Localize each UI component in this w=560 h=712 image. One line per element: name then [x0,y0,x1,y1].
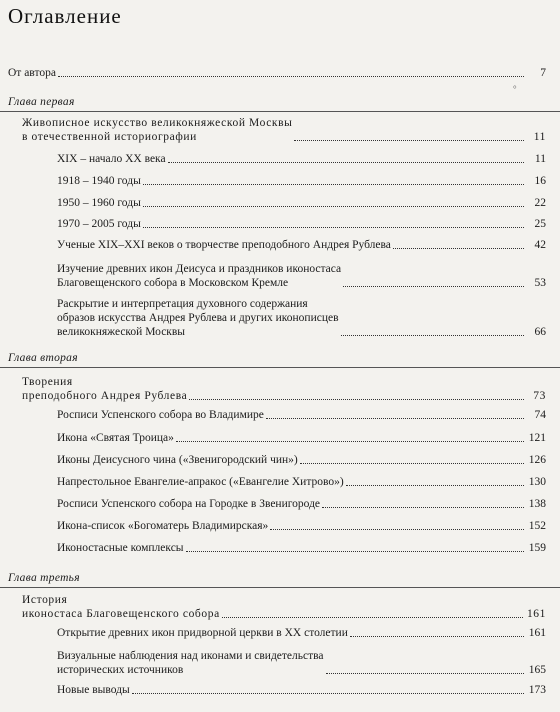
leader-dots [343,286,524,287]
stray-mark: ° [513,84,517,94]
toc-page-number: 159 [528,542,546,554]
chapter-rule [0,111,560,112]
toc-entry[interactable] [57,238,546,252]
toc-entry[interactable] [57,475,546,489]
toc-entry-text: История иконостаса Благовещенского собора [22,594,220,620]
leader-dots [270,529,524,530]
chapter-label: Глава первая [8,96,75,108]
toc-entry[interactable] [57,152,546,166]
toc-page-number: 16 [534,175,546,187]
toc-entry-text: Визуальные наблюдения над иконами и свидетельства исторических источников [57,650,324,676]
toc-page-number: 121 [528,432,546,444]
toc-entry-text: Изучение древних икон Деисуса и праздников иконостаса Благовещенского собора в Московском Кремле [57,263,342,289]
leader-dots [222,617,523,618]
toc-entry[interactable] [57,649,546,677]
toc-entry[interactable] [57,453,546,467]
leader-dots [58,76,524,77]
toc-entry-text: XIX – начало XX века [57,153,166,165]
leader-dots [341,335,524,336]
toc-entry[interactable] [57,262,546,290]
toc-entry-text: Ученые XIX–XXI веков о творчестве преподобного Андрея Рублева [57,239,391,251]
toc-entry-text: 1950 – 1960 годы [57,197,141,209]
toc-entry-text: Иконы Деисусного чина («Звенигородский чин») [57,454,298,466]
toc-page-number: 173 [528,684,546,696]
chapter-heading[interactable] [22,375,546,403]
leader-dots [168,162,524,163]
chapter-label: Глава вторая [8,352,78,364]
toc-page-number: 66 [534,326,546,338]
toc-page-number: 7 [540,67,546,79]
toc-entry-text: Икона «Святая Троица» [57,432,174,444]
toc-entry-text: Творения преподобного Андрея Рублева [22,376,188,402]
leader-dots [350,636,524,637]
leader-dots [176,441,524,442]
leader-dots [189,399,524,400]
leader-dots [143,184,524,185]
leader-dots [266,418,524,419]
leader-dots [326,673,524,674]
toc-page-number: 53 [534,277,546,289]
toc-entry-text: Новые выводы [57,684,130,696]
toc-entry-text: От автора [8,67,56,79]
toc-entry-text: 1970 – 2005 годы [57,218,141,230]
toc-page-number: 22 [534,197,546,209]
toc-entry[interactable] [57,497,546,511]
toc-entry[interactable] [57,626,546,640]
toc-entry[interactable] [57,541,546,555]
toc-page-number: 73 [533,390,546,402]
toc-entry-text: Росписи Успенского собора во Владимире [57,409,264,421]
toc-entry[interactable] [57,297,546,339]
toc-entry-text: Росписи Успенского собора на Городке в Звенигороде [57,498,321,510]
toc-page-number: 165 [528,664,546,676]
leader-dots [393,248,524,249]
toc-entry[interactable] [57,408,546,422]
chapter-rule [0,367,560,368]
leader-dots [346,485,524,486]
toc-page-number: 42 [534,239,546,251]
toc-page-number: 161 [526,608,546,620]
toc-page-number: 126 [528,454,546,466]
chapter-heading[interactable] [22,593,546,621]
toc-page-number: 138 [528,498,546,510]
toc-page-number: 130 [528,476,546,488]
toc-page-number: 74 [534,409,546,421]
toc-entry[interactable] [57,683,546,697]
toc-entry-text: Напрестольное Евангелие-апракос («Евангелие Хитрово») [57,476,344,488]
leader-dots [322,507,524,508]
chapter-label: Глава третья [8,572,80,584]
toc-entry[interactable] [57,519,546,533]
leader-dots [143,227,524,228]
toc-entry[interactable] [57,174,546,188]
toc-entry-author[interactable] [8,66,546,80]
leader-dots [132,693,524,694]
leader-dots [294,140,524,141]
toc-entry-text: Икона-список «Богоматерь Владимирская» [57,520,269,532]
leader-dots [186,551,524,552]
toc-entry-text: 1918 – 1940 годы [57,175,141,187]
toc-page-number: 25 [534,218,546,230]
toc-entry-text: Раскрытие и интерпретация духовного содержания образов искусства Андрея Рублева и других иконописцев великокняжеской Москвы [57,298,339,338]
toc-entry[interactable] [57,217,546,231]
chapter-heading[interactable] [22,116,546,144]
page-title: Оглавление [8,4,122,28]
toc-page-number: 161 [528,627,546,639]
toc-page-number: 11 [534,153,546,165]
toc-entry[interactable] [57,196,546,210]
toc-page-number: 11 [533,131,546,143]
leader-dots [300,463,524,464]
toc-page-number: 152 [528,520,546,532]
toc-entry-text: Открытие древних икон придворной церкви в XX столетии [57,627,348,639]
toc-entry[interactable] [57,431,546,445]
chapter-rule [0,587,560,588]
toc-entry-text: Живописное искусство великокняжеской Москвы в отечественной историографии [22,117,293,143]
leader-dots [143,206,524,207]
toc-entry-text: Иконостасные комплексы [57,542,184,554]
